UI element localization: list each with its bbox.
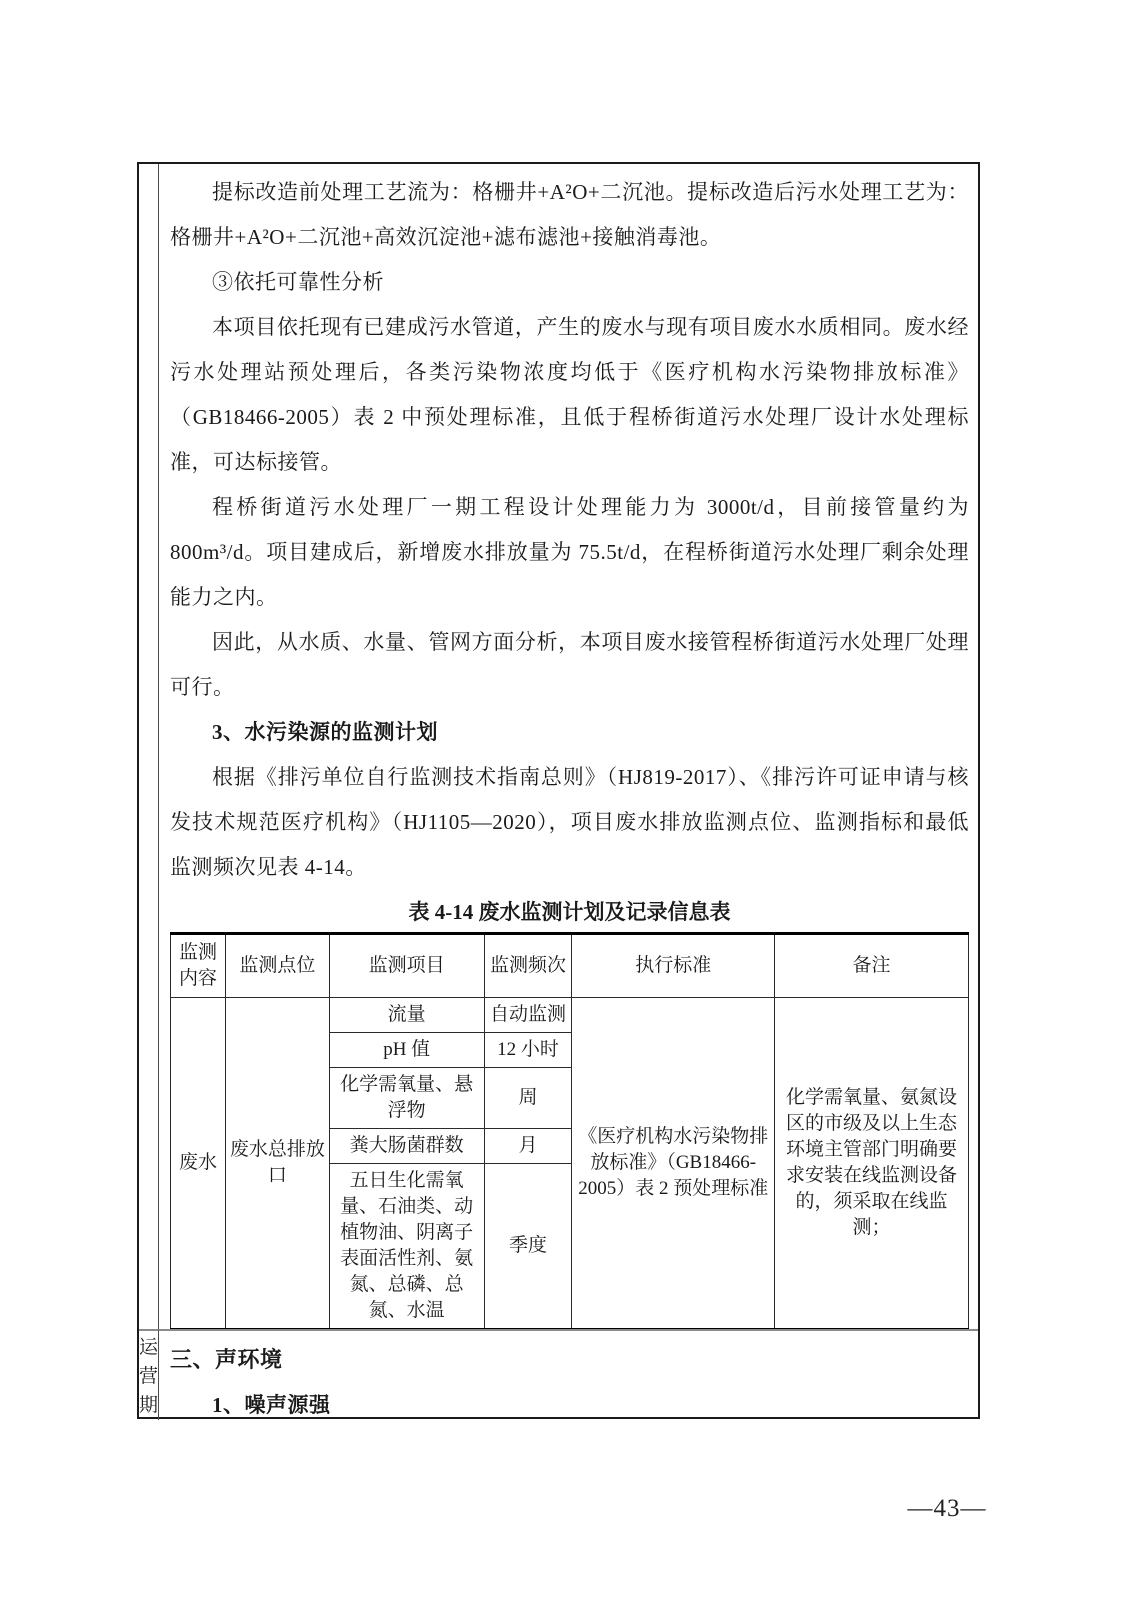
header-monitor-point: 监测点位: [226, 934, 330, 998]
cell-standard: 《医疗机构水污染物排放标准》（GB18466-2005）表 2 预处理标准: [572, 998, 775, 1330]
table-4-14-caption: 表 4-14 废水监测计划及记录信息表: [408, 900, 731, 924]
cell-freq-ph: 12 小时: [484, 1033, 572, 1068]
noise-sub-heading: 1、噪声源强: [212, 1393, 331, 1417]
header-remark: 备注: [775, 934, 969, 998]
cell-freq-coliform: 月: [484, 1129, 572, 1164]
cell-item-bod: 五日生化需氧量、石油类、动植物油、阴离子表面活性剂、氨氮、总磷、总氮、水温: [329, 1164, 484, 1330]
table-header-row: [171, 934, 969, 998]
paragraph-reliability-analysis: 本项目依托现有已建成污水管道，产生的废水与现有项目废水水质相同。废水经污水处理站预处理后，各类污染物浓度均低于《医疗机构水污染物排放标准》（GB18466-2005）表 2 中预处理标准，且低于程桥街道污水处理厂设计水处理标准，可达标接管。: [170, 315, 969, 474]
cell-item-flow: 流量: [329, 998, 484, 1033]
section3-heading: 3、水污染源的监测计划: [212, 720, 438, 744]
header-standard: 执行标准: [572, 934, 775, 998]
paragraph-reliability-title: ③依托可靠性分析: [212, 270, 384, 294]
header-monitor-item: 监测项目: [329, 934, 484, 998]
cell-monitor-point: 废水总排放口: [226, 998, 330, 1330]
stage-label: 运营期: [139, 1337, 159, 1416]
stage-label-cell: [139, 1329, 159, 1420]
noise-section: [159, 1329, 978, 1420]
stage-label-cell-empty: [139, 164, 159, 1329]
outer-table: [137, 162, 980, 1419]
cell-remark: 化学需氧量、氨氮设区的市级及以上生态环境主管部门明确要求安装在线监测设备的，须采取在线监测；: [775, 998, 969, 1330]
table-row: [171, 998, 969, 1033]
paragraph-process-flow: 提标改造前处理工艺流为：格栅井+A²O+二沉池。提标改造后污水处理工艺为：格栅井+A²O+二沉池+高效沉淀池+滤布滤池+接触消毒池。: [170, 180, 969, 249]
paragraph-monitor-intro: 根据《排污单位自行监测技术指南总则》（HJ819-2017）、《排污许可证申请与核发技术规范医疗机构》（HJ1105—2020），项目废水排放监测点位、监测指标和最低监测频次见表 4-14。: [170, 765, 969, 879]
wastewater-section: [159, 164, 978, 1329]
page-number: —43—: [907, 1495, 987, 1522]
cell-item-ph: pH 值: [329, 1033, 484, 1068]
cell-monitor-content: 废水: [171, 998, 226, 1330]
header-monitor-content: 监测内容: [171, 934, 226, 998]
header-monitor-frequency: 监测频次: [484, 934, 572, 998]
cell-item-cod: 化学需氧量、悬浮物: [329, 1068, 484, 1129]
paragraph-conclusion: 因此，从水质、水量、管网方面分析，本项目废水接管程桥街道污水处理厂处理可行。: [170, 630, 969, 699]
monitoring-table: [170, 932, 969, 1329]
cell-freq-bod: 季度: [484, 1164, 572, 1330]
cell-item-coliform: 粪大肠菌群数: [329, 1129, 484, 1164]
cell-freq-cod: 周: [484, 1068, 572, 1129]
noise-section-heading: 三、声环境: [170, 1347, 283, 1372]
paragraph-capacity: 程桥街道污水处理厂一期工程设计处理能力为 3000t/d，目前接管量约为 800m³/d。项目建成后，新增废水排放量为 75.5t/d，在程桥街道污水处理厂剩余处理能力之内。: [170, 495, 969, 609]
cell-freq-flow: 自动监测: [484, 998, 572, 1033]
